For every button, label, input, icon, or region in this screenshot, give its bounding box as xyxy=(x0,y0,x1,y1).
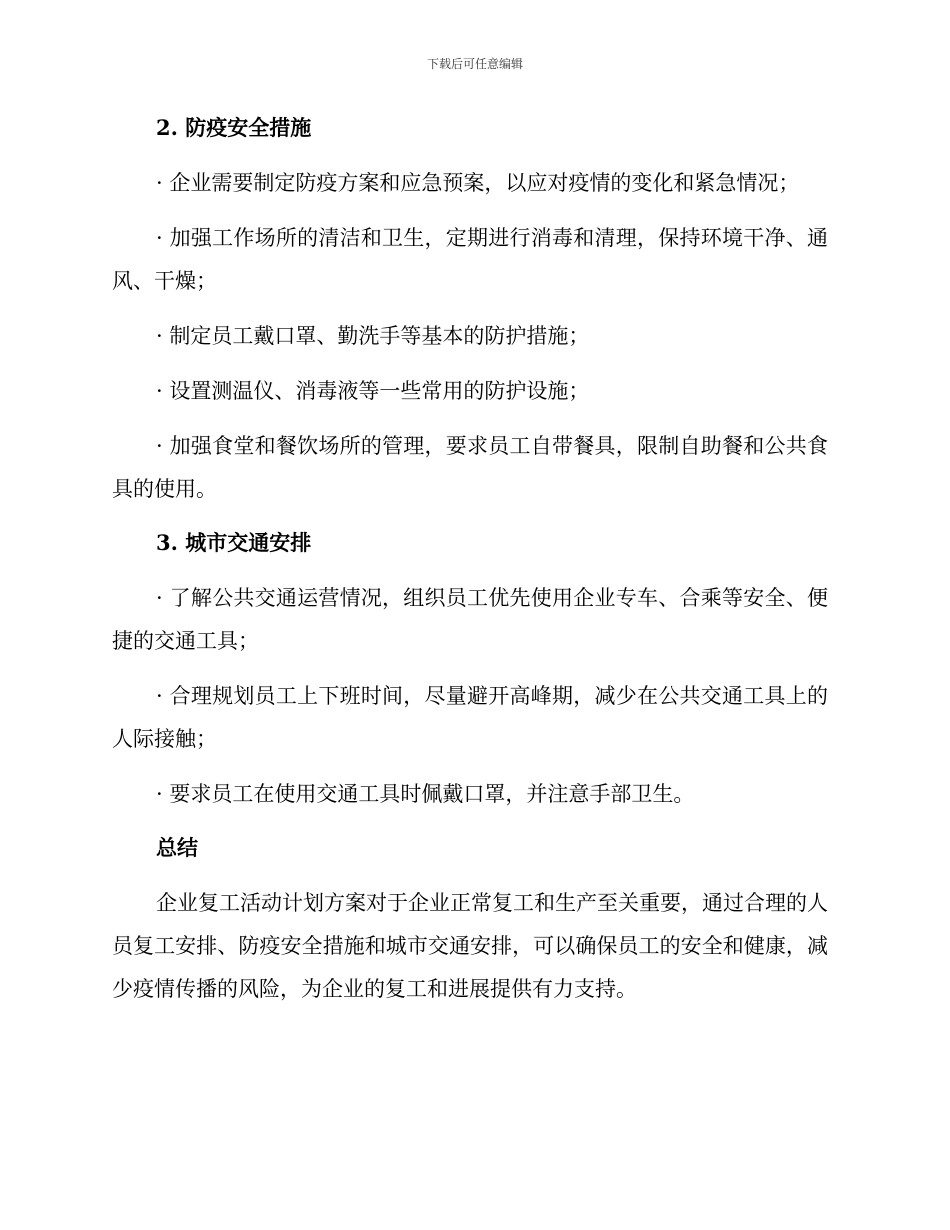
document-body xyxy=(112,108,828,1023)
list-item: · 合理规划员工上下班时间，尽量避开高峰期，减少在公共交通工具上的人际接触； xyxy=(112,684,828,751)
list-item: · 了解公共交通运营情况，组织员工优先使用企业专车、合乘等安全、便捷的交通工具； xyxy=(112,586,828,653)
list-item: · 加强食堂和餐饮场所的管理，要求员工自带餐具，限制自助餐和公共食具的使用。 xyxy=(112,434,828,501)
list-item: · 加强工作场所的清洁和卫生，定期进行消毒和清理，保持环境干净、通风、干燥； xyxy=(112,226,828,293)
list-item: · 企业需要制定防疫方案和应急预案，以应对疫情的变化和紧急情况； xyxy=(156,171,800,195)
section-heading-summary: 总结 xyxy=(156,835,198,860)
list-item: · 设置测温仪、消毒液等一些常用的防护设施； xyxy=(156,379,590,403)
list-item: · 制定员工戴口罩、勤洗手等基本的防护措施； xyxy=(156,324,590,348)
list-item: · 要求员工在使用交通工具时佩戴口罩，并注意手部卫生。 xyxy=(156,782,695,806)
section-heading-transport: 3. 城市交通安排 xyxy=(156,530,312,555)
page-header: 下载后可任意编辑 xyxy=(426,57,523,71)
section-heading-prevention: 2. 防疫安全措施 xyxy=(156,115,312,140)
summary-paragraph: 企业复工活动计划方案对于企业正常复工和生产至关重要，通过合理的人员复工安排、防疫安全措施和城市交通安排，可以确保员工的安全和健康，减少疫情传播的风险，为企业的复工和进展提供有力支持。 xyxy=(112,891,828,1001)
